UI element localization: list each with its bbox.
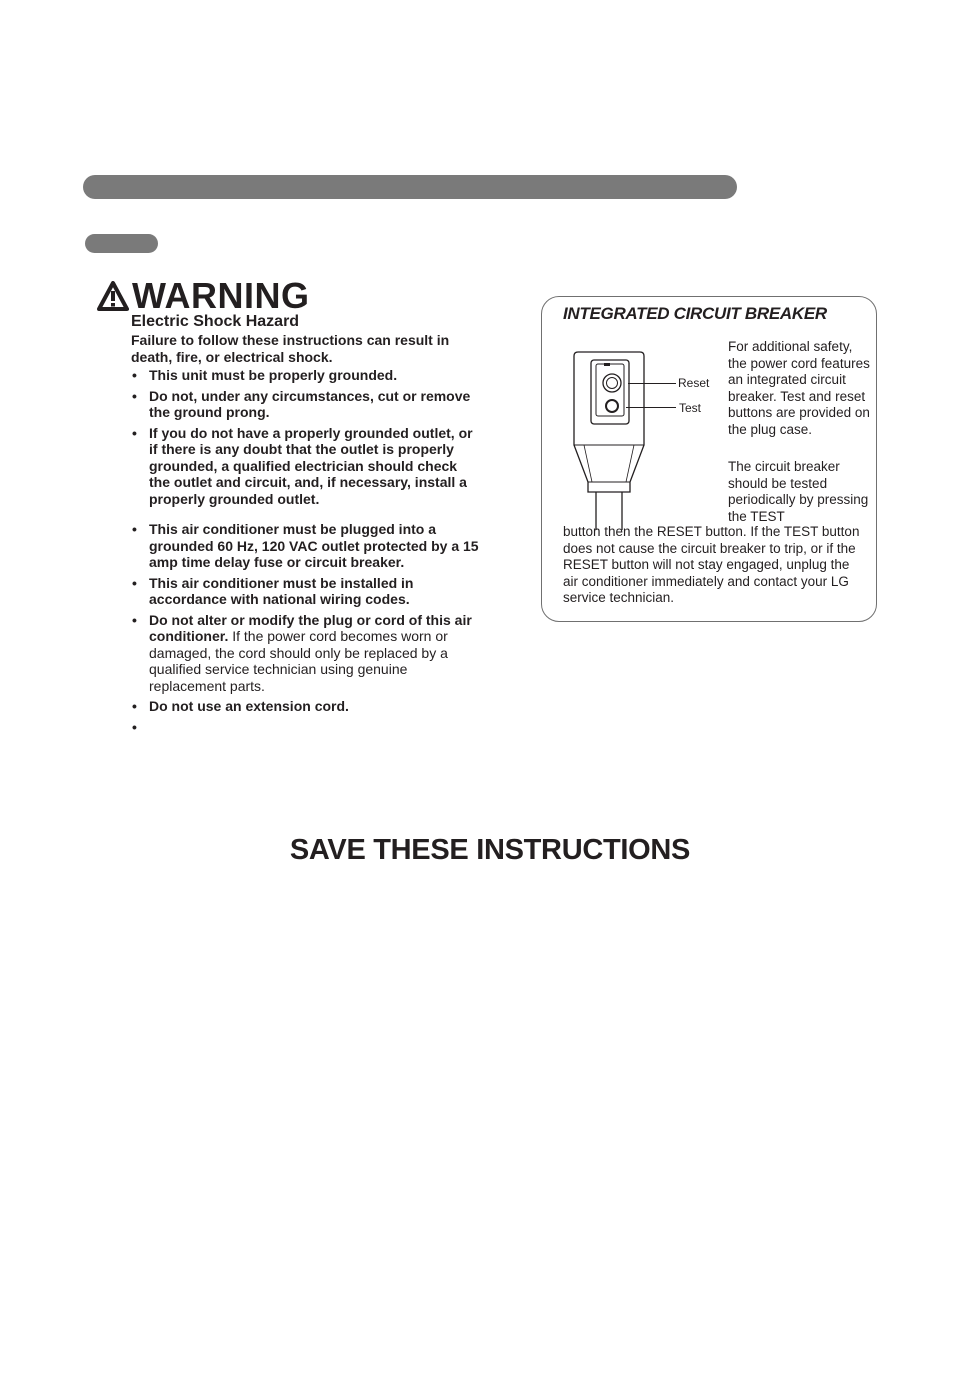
list-item: • Do not use an extension cord. (132, 698, 349, 714)
plug-illustration-icon (570, 350, 650, 530)
hazard-title: Electric Shock Hazard (131, 313, 300, 330)
list-item: • If you do not have a properly grounded outlet, or if there is any doubt that the outlet is properly grounded, a qualified electrician should check the outlet and circuit, and, if necessary, install a properly grounded outlet. (132, 424, 473, 507)
header-bar (83, 175, 737, 199)
list-item: • Do not alter or modify the plug or cord of this air conditioner. If the power cord becomes worn or damaged, the cord should only be replaced by a qualified service technician using genuine replacement parts. (132, 611, 472, 694)
save-instructions-heading: SAVE THESE INSTRUCTIONS (289, 834, 691, 866)
warning-word: WARNING (132, 275, 310, 316)
test-leader-line (626, 407, 676, 408)
warning-heading (97, 276, 310, 316)
hazard-description: Failure to follow these instructions can result in death, fire, or electrical shock. (131, 332, 450, 365)
warning-triangle-icon (97, 281, 129, 311)
list-item: • This air conditioner must be installed in accordance with national wiring codes. (132, 574, 414, 607)
circuit-breaker-title: INTEGRATED CIRCUIT BREAKER (563, 304, 827, 323)
reset-label: Reset (678, 376, 710, 390)
reset-leader-line (628, 383, 676, 384)
list-item: • Do not, under any circumstances, cut or remove the ground prong. (132, 387, 471, 420)
circuit-breaker-paragraph-2: The circuit breaker should be tested periodically by pressing the TEST (728, 459, 869, 524)
circuit-breaker-paragraph-1: For additional safety, the power cord features an integrated circuit breaker. Test and reset buttons are provided on the plug case. (728, 339, 870, 437)
list-item: • This air conditioner must be plugged into a grounded 60 Hz, 120 VAC outlet protected by a 15 amp time delay fuse or circuit breaker. (132, 521, 479, 570)
warning-list: • This unit must be properly grounded. • Do not, under any circumstances, cut or remove the ground prong. • If you do not have a properly grounded outlet, or if there is any doubt that the outlet is properly grounded, a qualified electrician should check the outlet and circuit, and, if necessary, install a properly grounded outlet. • This air conditioner must be plugged into a grounded 60 Hz, 120 VAC outlet protected by a 15 amp time delay fuse or circuit breaker. • This air conditioner must be installed in accordance with national wiring codes. • Do not alter or modify the plug or cord of this air conditioner. If the power cord becomes worn or damaged, the cord should only be replaced by a qualified service technician using genuine replacement parts. • Do not use an extension cord. • (131, 367, 481, 719)
section-pill (85, 234, 158, 253)
list-item: • This unit must be properly grounded. (132, 367, 398, 383)
test-label: Test (679, 401, 702, 415)
circuit-breaker-paragraph-3: button then the RESET button. If the TEST button does not cause the circuit breaker to trip, or if the RESET button will not stay engaged, unplug the air conditioner immediately and contact your LG service technician. (563, 524, 860, 605)
